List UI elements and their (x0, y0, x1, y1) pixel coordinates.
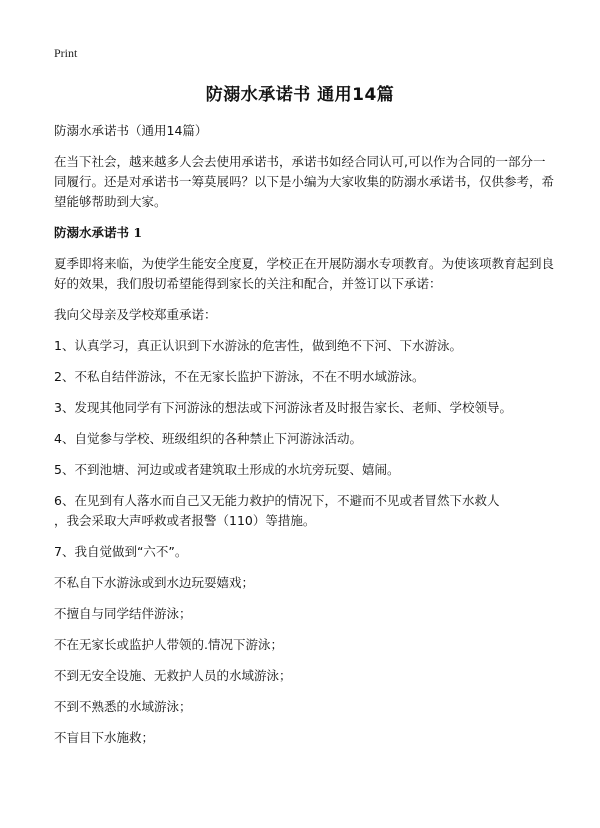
document-subtitle: 防溺水承诺书（通用14篇） (54, 123, 208, 138)
pledge-intro: 我向父母亲及学校郑重承诺： (54, 307, 217, 322)
section-heading: 防溺水承诺书 1 (54, 225, 143, 240)
pledge-item-1: 1、认真学习，真正认识到下水游泳的危害性，做到绝不下河、下水游泳。 (54, 338, 462, 353)
six-nots-item: 不在无家长或监护人带领的.情况下游泳； (54, 637, 283, 652)
pledge-item-6-line1: 6、在见到有人落水而自己又无能力救护的情况下，不避而不见或者冒然下水救人 (54, 493, 500, 508)
pledge-item-3: 3、发现其他同学有下河游泳的想法或下河游泳者及时报告家长、老师、学校领导。 (54, 400, 512, 415)
intro-paragraph: 在当下社会，越来越多人会去使用承诺书，承诺书如经合同认可,可以作为合同的一部分一同履行。还是对承诺书一筹莫展吗？以下是小编为大家收集的防溺水承诺书，仅供参考，希望能够帮助到大家。 (54, 154, 555, 209)
section-paragraph: 夏季即将来临，为使学生能安全度夏，学校正在开展防溺水专项教育。为使该项教育起到良好的效果，我们殷切希望能得到家长的关注和配合，并签订以下承诺： (54, 256, 555, 291)
six-nots-item: 不擅自与同学结伴游泳； (54, 606, 192, 621)
six-nots-item: 不到不熟悉的水域游泳； (54, 699, 192, 714)
document-body (54, 121, 554, 759)
pledge-item-6-line2: ，我会采取大声呼救或者报警（110）等措施。 (54, 513, 316, 528)
six-nots-item: 不私自下水游泳或到水边玩耍嬉戏； (54, 575, 255, 590)
pledge-item-7: 7、我自觉做到“六不”。 (54, 544, 188, 559)
pledge-item-2: 2、不私自结伴游泳，不在无家长监护下游泳，不在不明水域游泳。 (54, 369, 425, 384)
document-title: 防溺水承诺书 通用14篇 (205, 85, 395, 105)
print-label: Print (54, 46, 78, 60)
six-nots-item: 不盲目下水施救； (54, 730, 155, 745)
pledge-item-6 (54, 491, 554, 531)
pledge-item-5: 5、不到池塘、河边或或者建筑取土形成的水坑旁玩耍、嬉闹。 (54, 462, 400, 477)
pledge-item-4: 4、自觉参与学校、班级组织的各种禁止下河游泳活动。 (54, 431, 362, 446)
six-nots-item: 不到无安全设施、无救护人员的水域游泳； (54, 668, 292, 683)
